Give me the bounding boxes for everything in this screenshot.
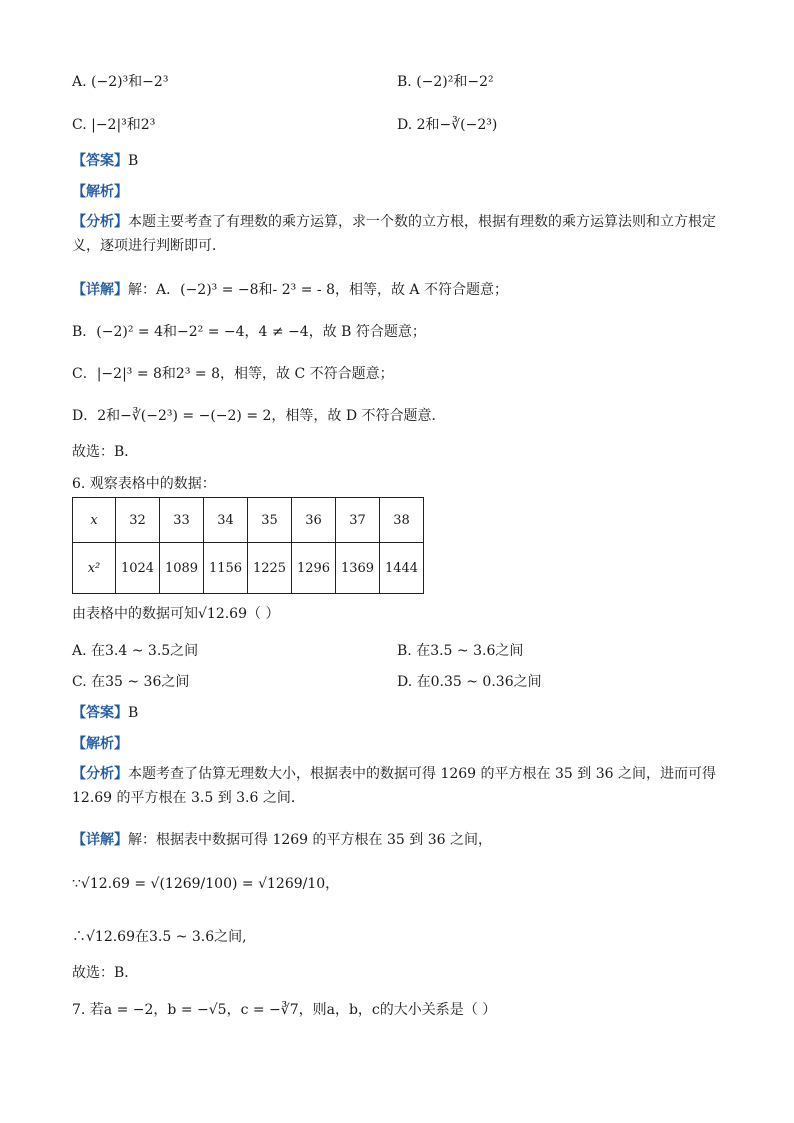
detail-text: 解：根据表中数据可得 1269 的平方根在 35 到 36 之间， <box>128 832 492 848</box>
q6-stem: 6. 观察表格中的数据： <box>72 476 216 492</box>
q5-choose: 故选：B． <box>72 444 139 460</box>
table-cell: 35 <box>248 498 292 543</box>
table-head-x: x <box>73 498 116 543</box>
table-cell: 38 <box>380 498 424 543</box>
q5-detail-d: D．2和−∛(−2³) = −(−2) = 2，相等，故 D 不符合题意． <box>72 408 446 424</box>
q5-option-a: A. (−2)³和−2³ <box>72 74 169 90</box>
table-cell: 33 <box>160 498 204 543</box>
q5-jiexi-tag: 【解析】 <box>72 184 128 200</box>
analysis-text: 本题考查了估算无理数大小，根据表中的数据可得 1269 的平方根在 35 到 36 之间，进而可得 12.69 的平方根在 3.5 到 3.6 之间． <box>72 766 716 806</box>
q5-option-c: C. |−2|³和2³ <box>72 117 156 133</box>
table-cell: 37 <box>336 498 380 543</box>
q5-detail-b: B．(−2)² = 4和−2² = −4，4 ≠ −4，故 B 符合题意； <box>72 324 426 340</box>
detail-tag: 【详解】 <box>72 832 128 848</box>
q5-option-b: B. (−2)²和−2² <box>397 74 494 90</box>
answer-value: B <box>128 705 139 721</box>
analysis-tag: 【分析】 <box>72 214 128 230</box>
table-cell: 1089 <box>160 543 204 594</box>
data-table <box>72 497 424 594</box>
table-row <box>73 498 424 543</box>
q6-jiexi-tag: 【解析】 <box>72 736 128 752</box>
table-cell: 1024 <box>116 543 160 594</box>
q6-option-a: A. 在3.4 ~ 3.5之间 <box>72 643 199 659</box>
q6-choose: 故选：B． <box>72 965 139 981</box>
q6-answer-line <box>72 703 138 723</box>
q6-option-b: B. 在3.5 ~ 3.6之间 <box>397 643 524 659</box>
q6-option-d: D. 在0.35 ~ 0.36之间 <box>397 674 542 690</box>
table-row <box>73 543 424 594</box>
table-head-x2: x² <box>73 543 116 594</box>
q6-question: 由表格中的数据可知√12.69（ ） <box>72 606 280 622</box>
q6-analysis <box>72 762 722 810</box>
table-cell: 1444 <box>380 543 424 594</box>
table-cell: 36 <box>292 498 336 543</box>
analysis-text: 本题主要考查了有理数的乘方运算，求一个数的立方根，根据有理数的乘方运算法则和立方根定义，逐项进行判断即可． <box>72 214 716 254</box>
analysis-tag: 【分析】 <box>72 766 128 782</box>
answer-tag: 【答案】 <box>72 153 128 169</box>
q7-stem: 7. 若a = −2，b = −√5，c = −∛7，则a，b，c的大小关系是（ ） <box>72 1002 497 1018</box>
q5-option-d: D. 2和−∛(−2³) <box>397 117 498 133</box>
table-cell: 1156 <box>204 543 248 594</box>
table-cell: 1225 <box>248 543 292 594</box>
table-cell: 32 <box>116 498 160 543</box>
table-cell: 1296 <box>292 543 336 594</box>
q6-step2: ∴√12.69在3.5 ~ 3.6之间, <box>72 929 247 945</box>
table-cell: 34 <box>204 498 248 543</box>
q6-step1: ∵√12.69 = √(1269/100) = √1269/10， <box>72 876 340 892</box>
answer-tag: 【答案】 <box>72 705 128 721</box>
q5-detail-c: C．|−2|³ = 8和2³ = 8，相等，故 C 不符合题意； <box>72 366 394 382</box>
detail-tag: 【详解】 <box>72 282 128 298</box>
detail-text: 解：A．(−2)³ = −8和- 2³ = - 8，相等，故 A 不符合题意； <box>128 282 508 298</box>
q5-answer-line <box>72 151 138 171</box>
q6-option-c: C. 在35 ~ 36之间 <box>72 674 190 690</box>
q6-detail <box>72 830 492 850</box>
q5-analysis <box>72 210 722 258</box>
q5-detail-a <box>72 280 508 300</box>
table-cell: 1369 <box>336 543 380 594</box>
answer-value: B <box>128 153 139 169</box>
